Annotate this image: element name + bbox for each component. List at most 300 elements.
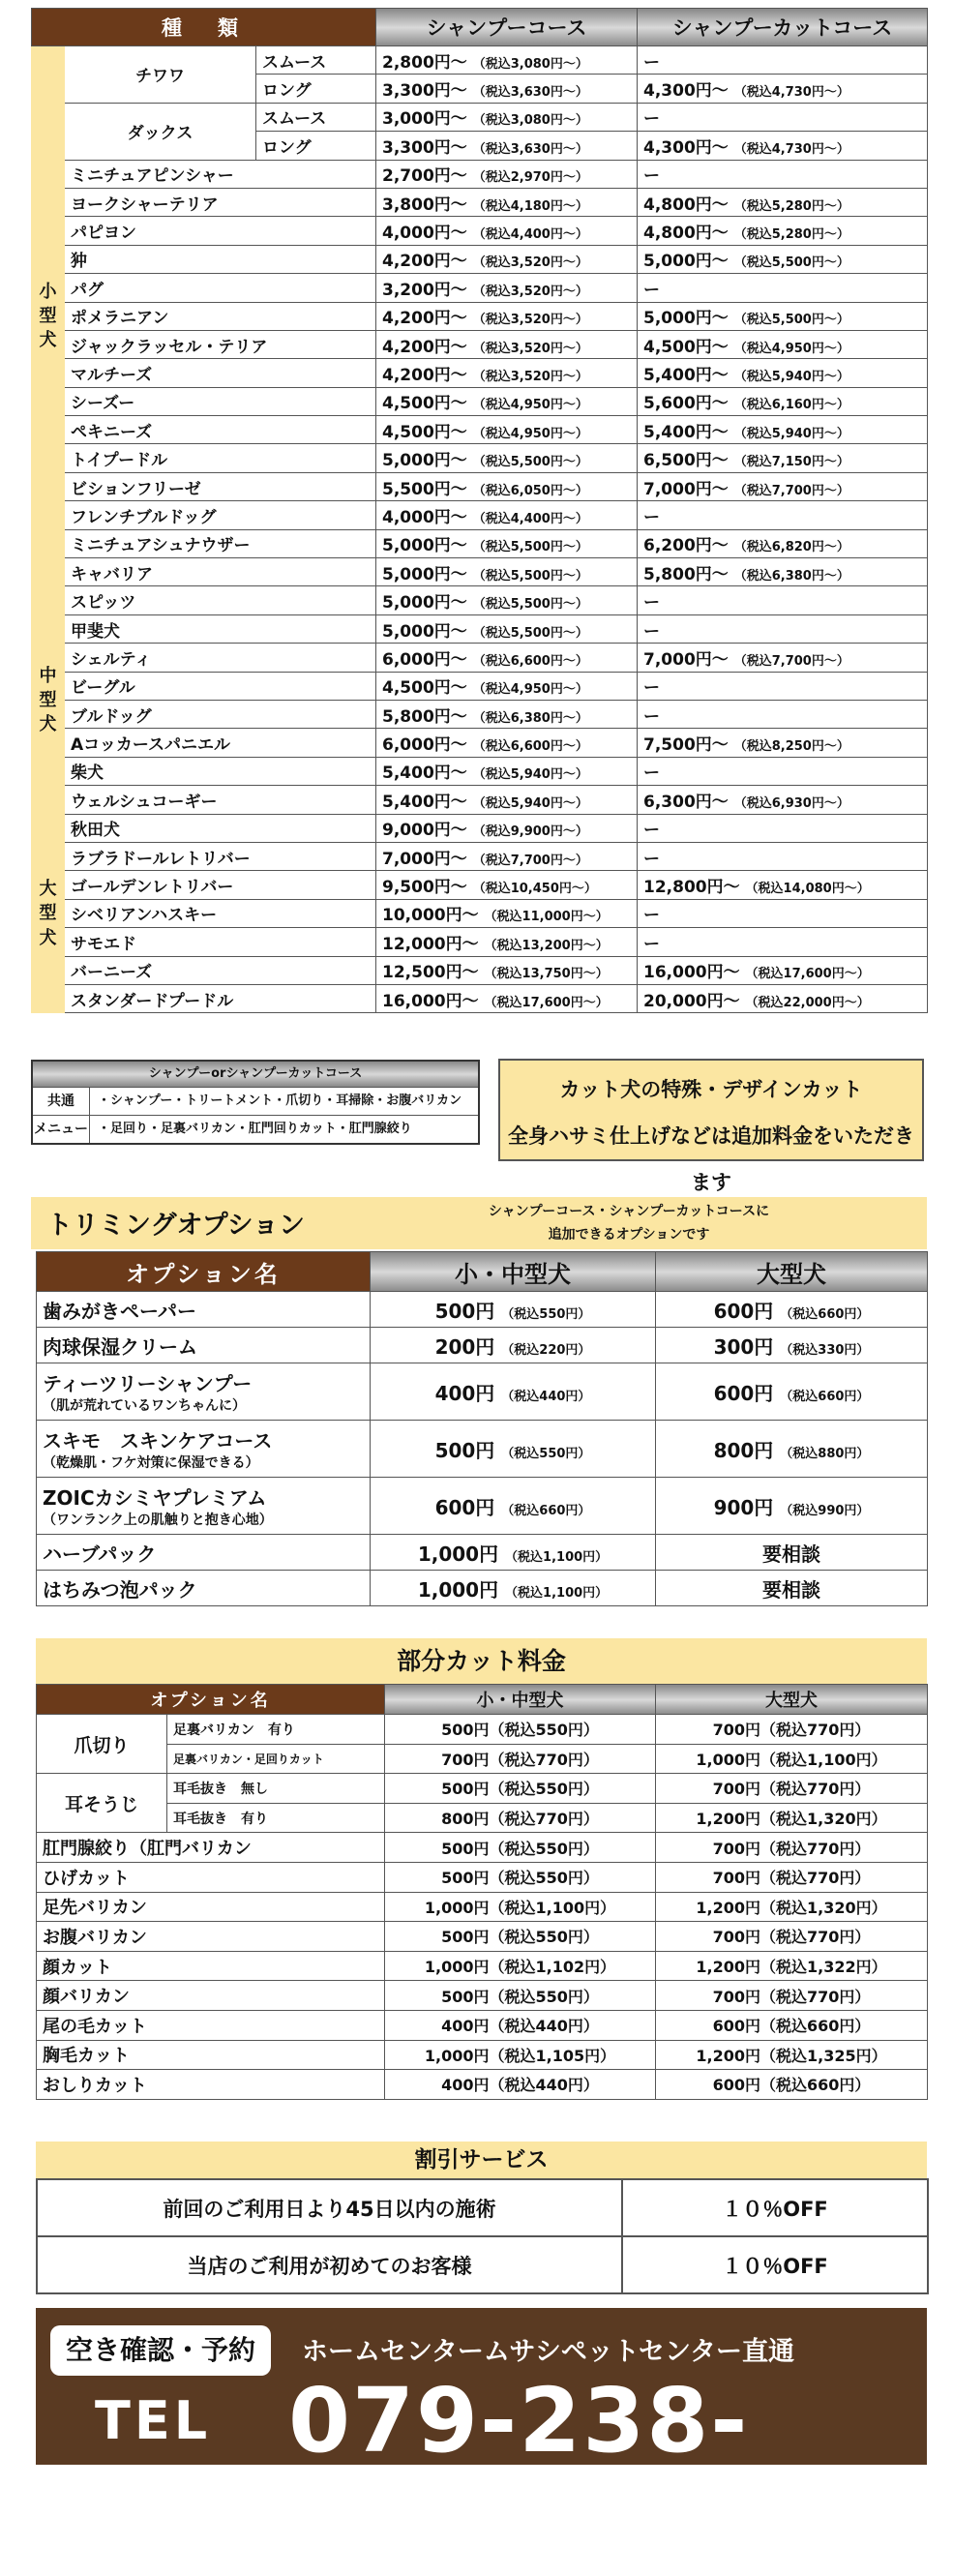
- part-small-price: 400円（税込440円）: [385, 2070, 656, 2100]
- trim-option-name: [37, 1328, 371, 1363]
- cut-price: [638, 245, 928, 273]
- coat-type: ロング: [256, 132, 376, 160]
- shop-name: ホームセンタームサシペットセンター直通: [302, 2337, 794, 2367]
- size-label-large: [32, 814, 65, 1013]
- shampoo-price-tax: （税込4,400円～）: [472, 227, 588, 243]
- part-name: お腹バリカン: [37, 1922, 385, 1952]
- part-name: 尾の毛カット: [37, 2010, 385, 2040]
- part-small-price: 400円（税込440円）: [385, 2010, 656, 2040]
- phone-number[interactable]: 079-238-6347: [288, 2369, 750, 2576]
- shampoo-price: [376, 956, 638, 984]
- discount-row: [37, 2236, 928, 2293]
- shampoo-price-tax: （税込4,950円～）: [472, 682, 588, 698]
- shampoo-price-base: 5,800円～: [382, 706, 467, 727]
- trim-row: [37, 1292, 928, 1328]
- breed-name: ゴールデンレトリバー: [65, 871, 376, 899]
- cut-price: [638, 871, 928, 899]
- trim-row: [37, 1421, 928, 1478]
- shampoo-price-tax: （税込17,600円～）: [484, 995, 609, 1010]
- breed-name: チワワ: [65, 46, 256, 104]
- breed-row: [32, 103, 928, 131]
- shampoo-price-tax: （税込5,500円～）: [472, 597, 588, 613]
- header-shampoo: シャンプーコース: [376, 9, 638, 46]
- shampoo-price-tax: （税込6,380円～）: [472, 710, 588, 726]
- trim-header-name: オプション名: [37, 1252, 371, 1292]
- part-name: 顔バリカン: [37, 1981, 385, 2011]
- breed-name: 狆: [65, 245, 376, 273]
- breed-name: ビションフリーゼ: [65, 472, 376, 500]
- shampoo-price-tax: （税込5,500円～）: [472, 540, 588, 555]
- part-sub-name: 足裏バリカン 有り: [167, 1715, 385, 1745]
- trim-large-price: [656, 1292, 928, 1328]
- cut-price-base: ー: [643, 906, 661, 926]
- part-row: [37, 1833, 928, 1863]
- shampoo-price-tax: （税込6,600円～）: [472, 739, 588, 755]
- size-text: 小 型 犬: [39, 281, 57, 351]
- part-row: [37, 1892, 928, 1922]
- cut-price-base: 12,800円～: [643, 878, 740, 898]
- shampoo-price-tax: （税込3,080円～）: [472, 113, 588, 129]
- breed-name: ポメラニアン: [65, 302, 376, 330]
- trim-option-label: 歯みがきペーパー: [43, 1299, 196, 1323]
- part-large-price: 700円（税込770円）: [656, 1715, 928, 1745]
- trim-option-sub: （ワンランク上の肌触りと抱き心地）: [43, 1512, 273, 1528]
- cut-price: [638, 700, 928, 728]
- cut-price: [638, 472, 928, 500]
- shampoo-price-tax: （税込10,450円～）: [472, 882, 597, 897]
- discount-table: [36, 2178, 929, 2294]
- shampoo-price-tax: （税込3,520円～）: [472, 313, 588, 328]
- part-sub-name: 耳毛抜き 有り: [167, 1803, 385, 1833]
- cut-price: [638, 188, 928, 216]
- cut-price: [638, 160, 928, 188]
- breed-row: [32, 700, 928, 728]
- trim-option-label: ZOICカシミヤプレミアム: [43, 1485, 267, 1510]
- part-row: [37, 1715, 928, 1745]
- cut-price-base: 6,200円～: [643, 536, 729, 556]
- shampoo-price-base: 5,000円～: [382, 451, 467, 471]
- trim-small-price-base: 500円: [434, 1299, 495, 1323]
- breed-row: [32, 501, 928, 529]
- trim-title: トリミングオプション: [46, 1211, 306, 1241]
- cut-price-tax: （税込5,940円～）: [733, 369, 849, 384]
- cut-price-base: ー: [643, 593, 661, 614]
- cut-price-tax: （税込5,500円～）: [733, 255, 849, 271]
- shampoo-price-base: 4,500円～: [382, 394, 467, 414]
- shampoo-price: [376, 928, 638, 956]
- part-row: [37, 2040, 928, 2070]
- tel-label: TEL: [95, 2390, 212, 2451]
- trim-large-price-base: 800円: [713, 1438, 774, 1462]
- shampoo-price-base: 10,000円～: [382, 906, 479, 926]
- breed-name: ヨークシャーテリア: [65, 188, 376, 216]
- part-header-small: 小・中型犬: [385, 1685, 656, 1715]
- shampoo-price-base: 5,500円～: [382, 479, 467, 499]
- breed-row: [32, 814, 928, 842]
- trim-small-price-tax: （税込550円）: [501, 1306, 591, 1322]
- shampoo-price: [376, 330, 638, 358]
- breed-name: ダックス: [65, 103, 256, 160]
- part-small-price: 1,000円（税込1,100円）: [385, 1892, 656, 1922]
- cut-price-tax: （税込5,280円～）: [733, 227, 849, 243]
- cut-price: [638, 103, 928, 131]
- cut-price-tax: （税込5,500円～）: [733, 313, 849, 328]
- trim-large-price-base: 300円: [713, 1334, 774, 1359]
- trim-large-price: [656, 1421, 928, 1478]
- trim-option-label: ハーブパック: [43, 1542, 157, 1566]
- shampoo-price-base: 4,500円～: [382, 678, 467, 699]
- course-legend: [31, 1060, 480, 1145]
- cut-price-base: 20,000円～: [643, 991, 740, 1011]
- price-table-header: [32, 9, 928, 46]
- trim-large-price: [656, 1328, 928, 1363]
- shampoo-price: [376, 387, 638, 415]
- shampoo-price-tax: （税込4,180円～）: [472, 198, 588, 214]
- cut-price: [638, 330, 928, 358]
- cut-price-tax: （税込6,930円～）: [733, 795, 849, 811]
- cut-price: [638, 529, 928, 557]
- breed-row: [32, 217, 928, 245]
- shampoo-price-base: 7,000円～: [382, 849, 467, 869]
- cut-price-tax: （税込22,000円～）: [745, 995, 870, 1010]
- shampoo-price-base: 12,000円～: [382, 934, 479, 954]
- part-large-price: 700円（税込770円）: [656, 1833, 928, 1863]
- shampoo-price: [376, 786, 638, 814]
- coat-type: スムース: [256, 103, 376, 131]
- shampoo-price-base: 4,000円～: [382, 507, 467, 527]
- part-small-price: 1,000円（税込1,102円）: [385, 1951, 656, 1981]
- trim-small-price: [371, 1535, 656, 1571]
- shampoo-price: [376, 899, 638, 927]
- shampoo-price-base: 5,000円～: [382, 536, 467, 556]
- shampoo-price: [376, 46, 638, 75]
- shampoo-price: [376, 217, 638, 245]
- trim-large-price-tax: （税込880円）: [780, 1446, 870, 1461]
- shampoo-price-base: 4,200円～: [382, 365, 467, 385]
- shampoo-price-tax: （税込5,500円～）: [472, 455, 588, 470]
- part-table-header: [37, 1685, 928, 1715]
- shampoo-price-tax: （税込3,630円～）: [472, 141, 588, 157]
- cut-price-base: ー: [643, 849, 661, 869]
- shampoo-price-base: 5,000円～: [382, 621, 467, 642]
- shampoo-price: [376, 160, 638, 188]
- legend-value: ・足回り・足裏バリカン・肛門回りカット・肛門腺絞り: [98, 1122, 412, 1136]
- breed-name: キャバリア: [65, 558, 376, 586]
- shampoo-price: [376, 644, 638, 672]
- cut-price: [638, 75, 928, 103]
- trim-small-price: [371, 1328, 656, 1363]
- breed-name: Aコッカースパニエル: [65, 729, 376, 757]
- shampoo-price-tax: （税込3,520円～）: [472, 255, 588, 271]
- part-small-price: 500円（税込550円）: [385, 1715, 656, 1745]
- cut-price-tax: （税込4,730円～）: [733, 141, 849, 157]
- breed-name: フレンチブルドッグ: [65, 501, 376, 529]
- shampoo-price-tax: （税込13,200円～）: [484, 938, 609, 953]
- shampoo-price: [376, 188, 638, 216]
- shampoo-price-tax: （税込4,950円～）: [472, 398, 588, 413]
- cut-price: [638, 416, 928, 444]
- cut-price-tax: （税込17,600円～）: [745, 967, 870, 982]
- discount-label: 前回のご利用日より45日以内の施術: [37, 2179, 622, 2236]
- breed-row: [32, 558, 928, 586]
- cut-price: [638, 729, 928, 757]
- breed-name: パグ: [65, 274, 376, 302]
- breed-name: シーズー: [65, 387, 376, 415]
- shampoo-price: [376, 586, 638, 614]
- cut-price-base: 4,800円～: [643, 195, 729, 215]
- cut-price: [638, 814, 928, 842]
- part-small-price: 500円（税込550円）: [385, 1862, 656, 1892]
- cut-price-tax: （税込6,160円～）: [733, 398, 849, 413]
- part-small-price: 800円（税込770円）: [385, 1803, 656, 1833]
- part-large-price: 600円（税込660円）: [656, 2010, 928, 2040]
- cut-price: [638, 302, 928, 330]
- shampoo-price-tax: （税込3,520円～）: [472, 284, 588, 299]
- part-row: [37, 1862, 928, 1892]
- shampoo-price: [376, 103, 638, 131]
- cut-price-tax: （税込14,080円～）: [745, 882, 870, 897]
- part-row: [37, 1774, 928, 1804]
- part-large-price: 700円（税込770円）: [656, 1981, 928, 2011]
- cut-price: [638, 217, 928, 245]
- shampoo-price-tax: （税込11,000円～）: [484, 910, 609, 925]
- cut-price-tax: （税込6,820円～）: [733, 540, 849, 555]
- coat-type: ロング: [256, 75, 376, 103]
- shampoo-price: [376, 75, 638, 103]
- legend-title: シャンプーorシャンプーカットコース: [33, 1062, 478, 1087]
- trim-large-price: [656, 1571, 928, 1606]
- trim-large-price-base: 900円: [713, 1495, 774, 1519]
- shampoo-price-base: 12,500円～: [382, 963, 479, 983]
- shampoo-price: [376, 842, 638, 870]
- cut-price: [638, 842, 928, 870]
- breed-row: [32, 614, 928, 643]
- price-table: [31, 8, 928, 1013]
- cut-price: [638, 672, 928, 700]
- cut-price-base: ー: [643, 109, 661, 130]
- shampoo-price-base: 3,300円～: [382, 137, 467, 158]
- trim-small-price: [371, 1478, 656, 1535]
- shampoo-price: [376, 359, 638, 387]
- trim-header-small: 小・中型犬: [371, 1252, 656, 1292]
- shampoo-price: [376, 871, 638, 899]
- shampoo-price-base: 6,000円～: [382, 649, 467, 670]
- breed-name: ペキニーズ: [65, 416, 376, 444]
- shampoo-price-base: 6,000円～: [382, 735, 467, 756]
- header-cut: シャンプーカットコース: [638, 9, 928, 46]
- part-small-price: 500円（税込550円）: [385, 1922, 656, 1952]
- breed-name: 柴犬: [65, 757, 376, 785]
- shampoo-price-base: 4,000円～: [382, 224, 467, 244]
- breed-row: [32, 984, 928, 1012]
- cut-price-base: ー: [643, 52, 661, 73]
- shampoo-price: [376, 558, 638, 586]
- trim-large-price-tax: （税込660円）: [780, 1389, 870, 1404]
- breed-row: [32, 899, 928, 927]
- cut-price-base: 5,000円～: [643, 309, 729, 329]
- shampoo-price: [376, 302, 638, 330]
- cut-price-base: 6,300円～: [643, 792, 729, 812]
- extra-charge-note: [498, 1059, 924, 1194]
- cut-price-tax: （税込4,730円～）: [733, 85, 849, 101]
- cut-price-base: 5,600円～: [643, 394, 729, 414]
- shampoo-price-tax: （税込5,500円～）: [472, 568, 588, 584]
- breed-name: ミニチュアピンシャー: [65, 160, 376, 188]
- shampoo-price: [376, 614, 638, 643]
- trim-row: [37, 1328, 928, 1363]
- shampoo-price-base: 5,400円～: [382, 792, 467, 812]
- trim-small-price-base: 1,000円: [417, 1542, 499, 1566]
- cut-price: [638, 757, 928, 785]
- coat-type: スムース: [256, 46, 376, 75]
- trim-small-price: [371, 1571, 656, 1606]
- breed-row: [32, 757, 928, 785]
- cut-price-base: 5,800円～: [643, 564, 729, 584]
- cut-price-tax: （税込5,940円～）: [733, 426, 849, 441]
- cut-price-tax: （税込7,700円～）: [733, 653, 849, 669]
- part-header-name: オプション名: [37, 1685, 385, 1715]
- cut-price: [638, 274, 928, 302]
- breed-row: [32, 842, 928, 870]
- trim-large-price-base: 要相談: [762, 1577, 820, 1602]
- cut-price-base: ー: [643, 821, 661, 841]
- trim-small-price-tax: （税込1,100円）: [505, 1549, 609, 1565]
- trim-small-price-base: 200円: [434, 1334, 495, 1359]
- breed-name: ウェルシュコーギー: [65, 786, 376, 814]
- breed-row: [32, 672, 928, 700]
- cut-price-base: ー: [643, 706, 661, 727]
- cut-price: [638, 586, 928, 614]
- breed-row: [32, 644, 928, 672]
- note-line: カット犬の特殊・デザインカット: [559, 1078, 863, 1101]
- discount-title: 割引サービス: [36, 2142, 927, 2178]
- trim-small-price-tax: （税込660円）: [501, 1503, 591, 1518]
- discount-row: [37, 2179, 928, 2236]
- breed-row: [32, 274, 928, 302]
- cut-price-base: 6,500円～: [643, 451, 729, 471]
- trim-large-price-tax: （税込990円）: [780, 1503, 870, 1518]
- trim-option-name: [37, 1363, 371, 1421]
- part-large-price: 1,000円（税込1,100円）: [656, 1744, 928, 1774]
- trim-large-price-base: 要相談: [762, 1542, 820, 1566]
- legend-key: 共通: [33, 1088, 90, 1115]
- shampoo-price: [376, 444, 638, 472]
- cut-price: [638, 644, 928, 672]
- part-small-price: 500円（税込550円）: [385, 1833, 656, 1863]
- part-row: [37, 2010, 928, 2040]
- part-large-price: 700円（税込770円）: [656, 1862, 928, 1892]
- cut-price-base: ー: [643, 280, 661, 300]
- trim-table-header: [37, 1252, 928, 1292]
- part-row: [37, 1951, 928, 1981]
- part-small-price: 500円（税込550円）: [385, 1981, 656, 2011]
- trim-small-price-base: 500円: [434, 1438, 495, 1462]
- breed-name: ブルドッグ: [65, 700, 376, 728]
- cut-price: [638, 132, 928, 160]
- legend-row: [33, 1087, 478, 1115]
- trim-small-price: [371, 1363, 656, 1421]
- part-large-price: 1,200円（税込1,320円）: [656, 1803, 928, 1833]
- trim-small-price-tax: （税込1,100円）: [505, 1585, 609, 1601]
- reserve-badge: 空き確認・予約: [50, 2325, 271, 2376]
- breed-row: [32, 586, 928, 614]
- shampoo-price: [376, 529, 638, 557]
- shampoo-price-tax: （税込13,750円～）: [484, 967, 609, 982]
- trim-row: [37, 1535, 928, 1571]
- trim-option-name: [37, 1478, 371, 1535]
- shampoo-price: [376, 672, 638, 700]
- cut-price-base: ー: [643, 621, 661, 642]
- shampoo-price-base: 9,000円～: [382, 821, 467, 841]
- cut-price-base: ー: [643, 764, 661, 784]
- trim-small-price-tax: （税込440円）: [501, 1389, 591, 1404]
- breed-name: バーニーズ: [65, 956, 376, 984]
- breed-row: [32, 956, 928, 984]
- part-small-price: 700円（税込770円）: [385, 1744, 656, 1774]
- trim-small-price-base: 1,000円: [417, 1577, 499, 1602]
- size-text: 中 型 犬: [39, 665, 57, 735]
- breed-row: [32, 245, 928, 273]
- shampoo-price-base: 4,200円～: [382, 252, 467, 272]
- part-large-price: 1,200円（税込1,325円）: [656, 2040, 928, 2070]
- shampoo-price: [376, 501, 638, 529]
- trim-small-price: [371, 1421, 656, 1478]
- cut-price-base: 4,800円～: [643, 224, 729, 244]
- shampoo-price-base: 3,300円～: [382, 81, 467, 102]
- size-label-medium: [32, 586, 65, 814]
- discount-label: 当店のご利用が初めてのお客様: [37, 2236, 622, 2293]
- part-row: [37, 2070, 928, 2100]
- shampoo-price-tax: （税込4,950円～）: [472, 426, 588, 441]
- cut-price-base: 7,000円～: [643, 479, 729, 499]
- cut-price-tax: （税込6,380円～）: [733, 568, 849, 584]
- cut-price-base: 4,300円～: [643, 137, 729, 158]
- shampoo-price-base: 5,000円～: [382, 564, 467, 584]
- part-large-price: 700円（税込770円）: [656, 1922, 928, 1952]
- cut-price: [638, 444, 928, 472]
- cut-price: [638, 558, 928, 586]
- trim-option-label: スキモ スキンケアコース: [43, 1428, 273, 1453]
- trim-row: [37, 1571, 928, 1606]
- shampoo-price-tax: （税込3,080円～）: [472, 56, 588, 72]
- part-large-price: 1,200円（税込1,322円）: [656, 1951, 928, 1981]
- breed-name: 秋田犬: [65, 814, 376, 842]
- part-name: ひげカット: [37, 1862, 385, 1892]
- part-sub-name: 足裏バリカン・足回りカット: [167, 1744, 385, 1774]
- shampoo-price-base: 3,000円～: [382, 109, 467, 130]
- discount-value: １０％OFF: [622, 2179, 928, 2236]
- shampoo-price-base: 16,000円～: [382, 991, 479, 1011]
- part-row: [37, 1981, 928, 2011]
- shampoo-price-base: 5,400円～: [382, 764, 467, 784]
- part-row: [37, 1803, 928, 1833]
- part-sub-name: 耳毛抜き 無し: [167, 1774, 385, 1804]
- header-type: 種 類: [32, 9, 376, 46]
- shampoo-price-base: 4,200円～: [382, 337, 467, 357]
- trim-header-large: 大型犬: [656, 1252, 928, 1292]
- discount-value: １０％OFF: [622, 2236, 928, 2293]
- trim-large-price: [656, 1478, 928, 1535]
- breed-row: [32, 359, 928, 387]
- breed-row: [32, 330, 928, 358]
- breed-name: シェルティ: [65, 644, 376, 672]
- cut-price-base: 7,000円～: [643, 649, 729, 670]
- trim-option-sub: （乾燥肌・フケ対策に保湿できる）: [43, 1454, 259, 1471]
- breed-name: マルチーズ: [65, 359, 376, 387]
- trim-options-table: [36, 1251, 928, 1606]
- breed-row: [32, 46, 928, 75]
- trim-large-price: [656, 1363, 928, 1421]
